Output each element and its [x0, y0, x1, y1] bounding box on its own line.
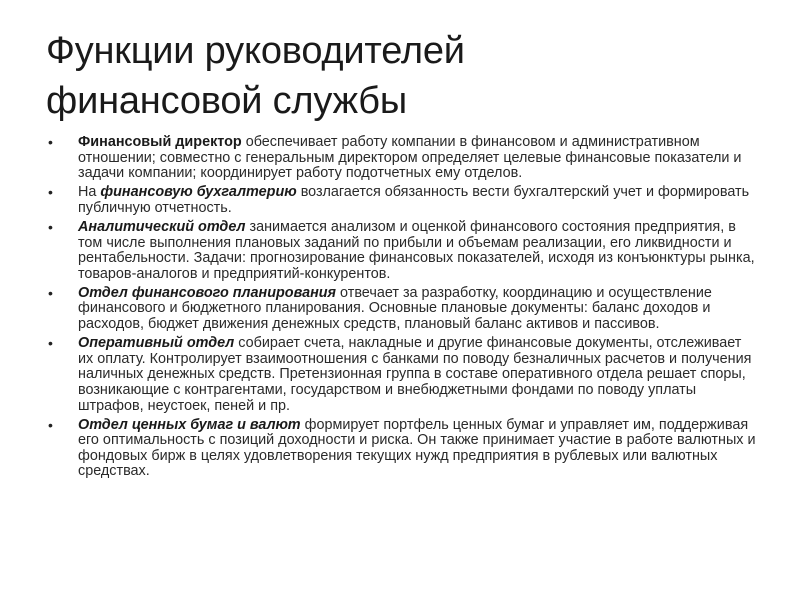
- bullet-term: Отдел финансового планирования: [78, 284, 337, 301]
- bullet-text: собирает счета, накладные и другие финансовые документы, отслеживает их оплату. Контролирует взаимоотношения с банками по поводу безналичных расчетов и получения наличных денежных средств. Претензионная группа в составе оперативного отдела решает споры, возникающие с контрагентами, государством и внебюджетными фондами по поводу уплаты штрафов, неустоек, пеней и пр.: [78, 335, 752, 414]
- bullet-dot: •: [48, 284, 53, 301]
- title-line-1: Функции руководителей: [46, 30, 465, 72]
- bullet-term: Отдел ценных бумаг и валют: [78, 416, 301, 433]
- bullet-text: отвечает за разработку, координацию и осуществление финансового и бюджетного планирования. Основные плановые документы: баланс доходов и расходов, бюджет движения денежных средств, плановый баланс активов и пассивов.: [78, 284, 712, 333]
- bullet-prefix: На: [78, 184, 101, 201]
- bullet-item-operations: [48, 336, 758, 414]
- bullet-term: Аналитический отдел: [78, 218, 246, 235]
- bullet-list: [48, 135, 758, 483]
- bullet-dot: •: [48, 416, 53, 433]
- title-line-2: финансовой службы: [46, 80, 407, 122]
- bullet-item-planning: [48, 286, 758, 333]
- bullet-item-accounting: [48, 185, 758, 216]
- bullet-item-financial-director: [48, 135, 758, 182]
- bullet-term: Финансовый директор: [78, 134, 242, 150]
- bullet-text: возлагается обязанность вести бухгалтерский учет и формировать публичную отчетность.: [78, 184, 750, 216]
- bullet-term: финансовую бухгалтерию: [100, 184, 297, 201]
- bullet-dot: •: [48, 218, 53, 235]
- bullet-text: обеспечивает работу компании в финансовом и административном отношении; совместно с генеральным директором определяет целевые финансовые показатели и задачи компании; координирует работу подотчетных ему отделов.: [78, 134, 742, 182]
- bullet-dot: •: [48, 134, 53, 150]
- bullet-text: занимается анализом и оценкой финансового состояния предприятия, в том числе выполнения плановых заданий по прибыли и объемам реализации, его ликвидности и рентабельности. Задачи: прогнозирование финансовых показателей, исходя из конъюнктуры рынка, товаров-аналогов и предприятий-конкурентов.: [78, 218, 755, 282]
- bullet-text: формирует портфель ценных бумаг и управляет им, поддерживая его оптимальность с позиций доходности и риска. Он также принимает участие в работе валютных и фондовых бирж в целях удовлетворения текущих нужд предприятия в рублевых или валютных средствах.: [78, 416, 756, 480]
- bullet-dot: •: [48, 184, 53, 201]
- bullet-item-securities: [48, 418, 758, 480]
- bullet-dot: •: [48, 335, 53, 352]
- bullet-item-analytics: [48, 220, 758, 282]
- page-title: [46, 26, 746, 126]
- bullet-term: Оперативный отдел: [78, 335, 235, 352]
